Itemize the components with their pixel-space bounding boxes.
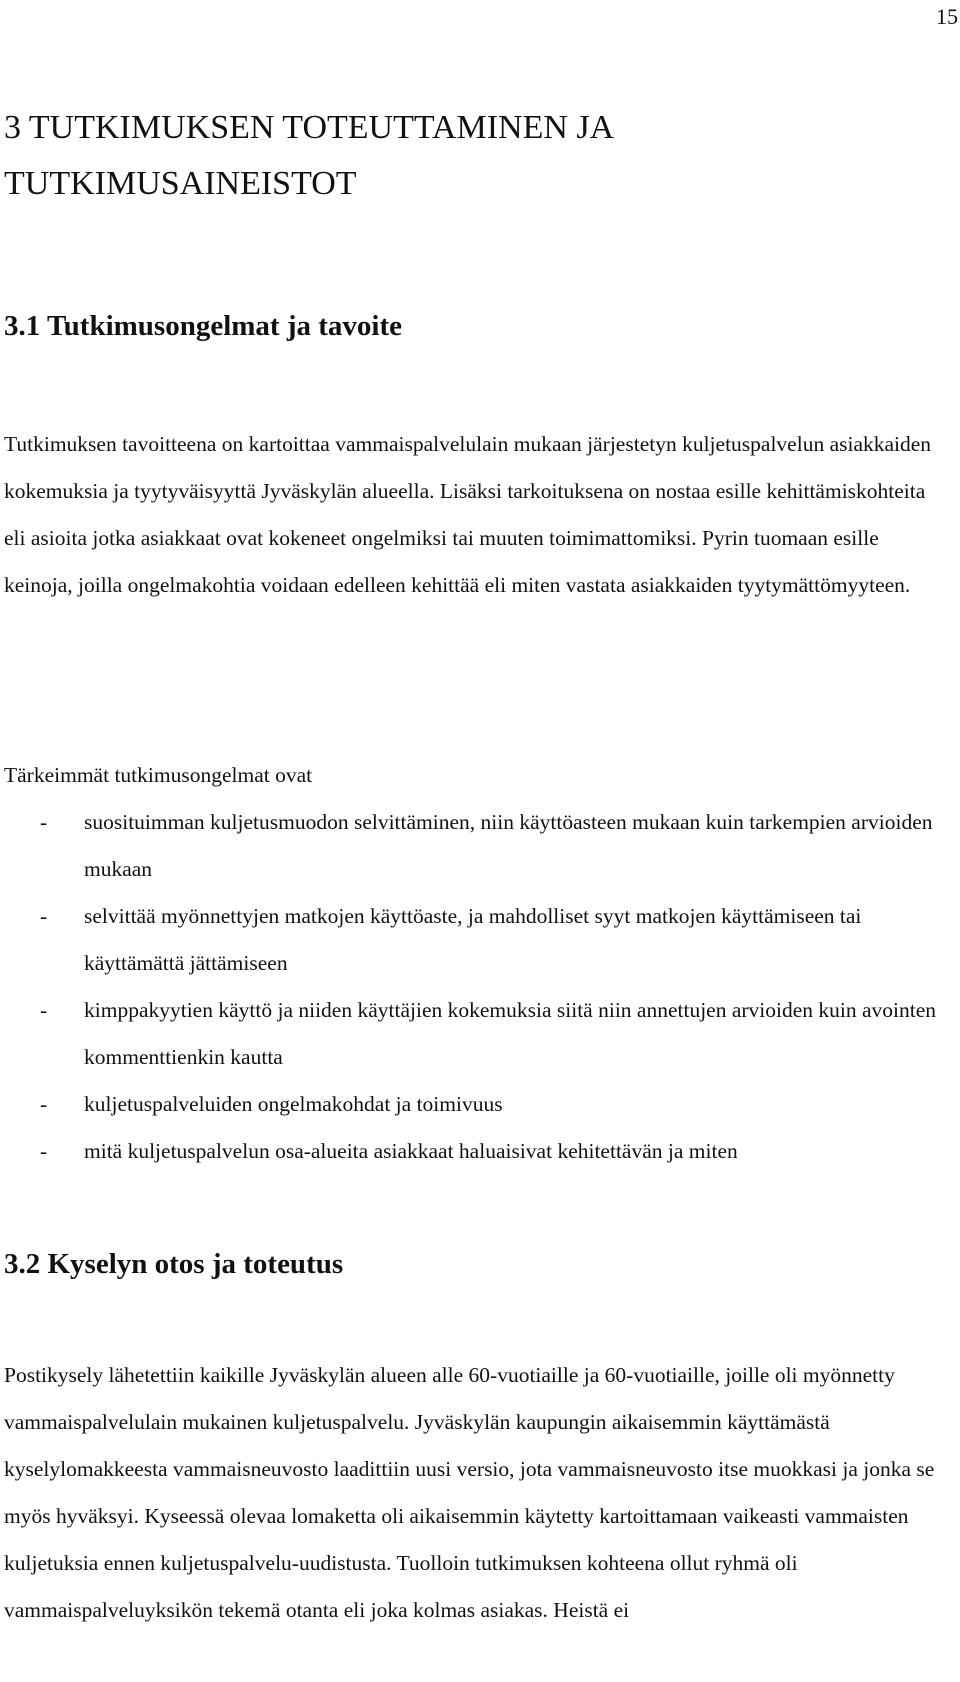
list-dash-marker: - [40,810,48,834]
list-item [4,1128,939,1175]
list-dash-marker: - [40,1092,48,1116]
list-item-text: kuljetuspalveluiden ongelmakohdat ja toimivuus [84,1092,503,1116]
list-item [4,893,939,987]
list-item-text: selvittää myönnettyjen matkojen käyttöaste, ja mahdolliset syyt matkojen käyttämiseen tai käyttämättä jättämiseen [84,904,862,975]
list-dash-marker: - [40,1139,48,1163]
list-item-text: suosituimman kuljetusmuodon selvittäminen, niin käyttöasteen mukaan kuin tarkempien arvioiden mukaan [84,810,933,881]
list-item [4,987,939,1081]
page-number: 15 [936,4,958,29]
section-title-3-1: 3.1 Tutkimusongelmat ja tavoite [4,310,402,342]
list-item [4,799,939,893]
section-intro-paragraph: Tutkimuksen tavoitteena on kartoittaa vammaispalvelulain mukaan järjestetyn kuljetuspalvelun asiakkaiden kokemuksia ja tyytyväisyyttä Jyväskylän alueella. Lisäksi tarkoituksena on nostaa esille kehittämiskohteita eli asioita jotka asiakkaat ovat kokeneet ongelmiksi tai muuten toimimattomiksi. Pyrin tuomaan esille keinoja, joilla ongelmakohtia voidaan edelleen kehittää eli miten vastata asiakkaiden tyytymättömyyteen. [4,432,932,597]
section-title-3-2: 3.2 Kyselyn otos ja toteutus [4,1248,344,1280]
list-item [4,1081,939,1128]
list-item-text: mitä kuljetuspalvelun osa-alueita asiakkaat haluaisivat kehitettävän ja miten [84,1139,738,1163]
research-problems-list [4,799,939,1175]
chapter-title: 3 TUTKIMUKSEN TOTEUTTAMINEN JA TUTKIMUSAINEISTOT [4,109,613,202]
list-dash-marker: - [40,904,48,928]
section-body-paragraph: Postikysely lähetettiin kaikille Jyväskylän alueen alle 60-vuotiaille ja 60-vuotiaille, joille oli myönnetty vammaispalvelulain mukainen kuljetuspalvelu. Jyväskylän kaupungin aikaisemmin käyttämästä kyselylomakkeesta vammaisneuvosto laadittiin uusi versio, jota vammaisneuvosto itse muokkasi ja jonka se myös hyväksyi. Kyseessä olevaa lomaketta oli aikaisemmin käytetty kartoittamaan vaikeasti vammaisten kuljetuksia ennen kuljetuspalvelu-uudistusta. Tuolloin tutkimuksen kohteena ollut ryhmä oli vammaispalveluyksikön tekemä otanta eli joka kolmas asiakas. Heistä ei [4,1363,935,1622]
list-dash-marker: - [40,998,48,1022]
list-item-text: kimppakyytien käyttö ja niiden käyttäjien kokemuksia siitä niin annettujen arvioiden kuin avointen kommenttienkin kautta [84,998,937,1069]
list-heading: Tärkeimmät tutkimusongelmat ovat [4,763,313,787]
